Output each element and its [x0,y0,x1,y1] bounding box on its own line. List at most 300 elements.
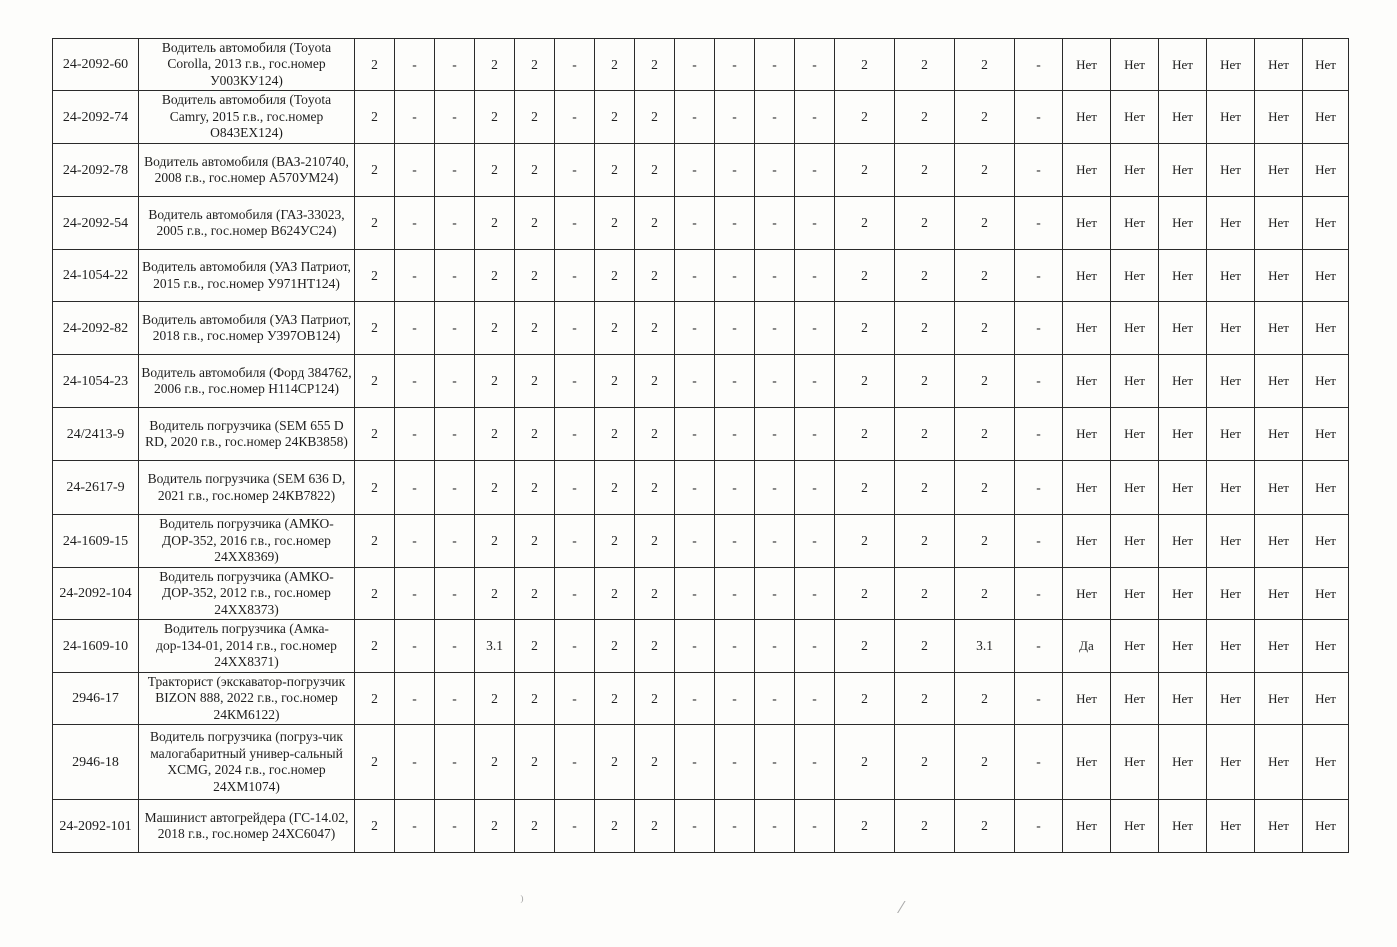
workplace-code-cell: 24-2617-9 [53,461,139,515]
yes-no-cell: Нет [1207,355,1255,408]
class-value-cell: 2 [515,355,555,408]
class-value-cell: 2 [955,725,1015,800]
yes-no-cell: Нет [1063,408,1111,461]
table-row [53,302,1349,355]
class-value-cell: 2 [595,568,635,620]
yes-no-cell: Нет [1255,302,1303,355]
class-value-cell: 2 [835,355,895,408]
class-value-cell: - [395,39,435,91]
yes-no-cell: Нет [1303,620,1349,673]
class-value-cell: - [795,250,835,302]
class-value-cell: - [555,515,595,568]
yes-no-cell: Нет [1159,39,1207,91]
yes-no-cell: Нет [1207,800,1255,853]
yes-no-cell: Нет [1207,302,1255,355]
yes-no-cell: Нет [1303,461,1349,515]
class-value-cell: 2 [355,515,395,568]
class-value-cell: - [395,568,435,620]
class-value-cell: - [435,355,475,408]
table-row [53,515,1349,568]
class-value-cell: 2 [895,515,955,568]
yes-no-cell: Нет [1159,800,1207,853]
class-value-cell: 2 [355,39,395,91]
class-value-cell: - [395,461,435,515]
class-value-cell: 2 [515,673,555,725]
position-cell: Машинист автогрейдера (ГС-14.02, 2018 г.в., гос.номер 24ХС6047) [139,800,355,853]
class-value-cell: 2 [955,568,1015,620]
table-row [53,91,1349,144]
class-value-cell: 2 [955,673,1015,725]
yes-no-cell: Нет [1255,673,1303,725]
yes-no-cell: Нет [1303,515,1349,568]
class-value-cell: - [435,568,475,620]
class-value-cell: - [395,408,435,461]
class-value-cell: 3.1 [955,620,1015,673]
class-value-cell: 2 [355,568,395,620]
yes-no-cell: Нет [1159,461,1207,515]
yes-no-cell: Нет [1159,144,1207,197]
yes-no-cell: Нет [1063,568,1111,620]
yes-no-cell: Да [1063,620,1111,673]
class-value-cell: 2 [635,355,675,408]
class-value-cell: - [395,800,435,853]
class-value-cell: 2 [515,620,555,673]
table-row [53,197,1349,250]
yes-no-cell: Нет [1207,461,1255,515]
class-value-cell: - [1015,568,1063,620]
workplace-code-cell: 24-2092-101 [53,800,139,853]
class-value-cell: 2 [595,515,635,568]
yes-no-cell: Нет [1207,725,1255,800]
yes-no-cell: Нет [1255,144,1303,197]
class-value-cell: 2 [475,515,515,568]
class-value-cell: 2 [595,408,635,461]
class-value-cell: 2 [955,39,1015,91]
class-value-cell: - [715,250,755,302]
workplace-code-cell: 24-2092-104 [53,568,139,620]
class-value-cell: 2 [475,461,515,515]
yes-no-cell: Нет [1159,91,1207,144]
class-value-cell: 2 [475,568,515,620]
class-value-cell: 2 [955,800,1015,853]
class-value-cell: - [1015,197,1063,250]
class-value-cell: 2 [895,725,955,800]
class-value-cell: 2 [595,725,635,800]
class-value-cell: - [675,144,715,197]
yes-no-cell: Нет [1111,568,1159,620]
yes-no-cell: Нет [1255,39,1303,91]
yes-no-cell: Нет [1207,197,1255,250]
class-value-cell: - [715,39,755,91]
class-value-cell: 2 [835,197,895,250]
class-value-cell: - [755,461,795,515]
class-value-cell: - [1015,91,1063,144]
table-row [53,144,1349,197]
class-value-cell: - [795,515,835,568]
class-value-cell: 2 [355,91,395,144]
yes-no-cell: Нет [1303,197,1349,250]
table-row [53,39,1349,91]
class-value-cell: - [715,620,755,673]
class-value-cell: - [555,408,595,461]
class-value-cell: - [795,673,835,725]
class-value-cell: 2 [635,620,675,673]
class-value-cell: - [755,355,795,408]
class-value-cell: 2 [835,568,895,620]
yes-no-cell: Нет [1111,800,1159,853]
position-cell: Водитель погрузчика (погруз-чик малогабаритный универ-сальный XCMG, 2024 г.в., гос.номер 24ХМ1074) [139,725,355,800]
class-value-cell: 2 [595,355,635,408]
workplace-code-cell: 2946-18 [53,725,139,800]
class-value-cell: 2 [955,515,1015,568]
class-value-cell: - [435,250,475,302]
class-value-cell: 2 [835,144,895,197]
yes-no-cell: Нет [1303,91,1349,144]
class-value-cell: - [435,461,475,515]
table-row [53,250,1349,302]
class-value-cell: - [435,673,475,725]
yes-no-cell: Нет [1111,197,1159,250]
class-value-cell: - [1015,144,1063,197]
yes-no-cell: Нет [1303,355,1349,408]
yes-no-cell: Нет [1111,461,1159,515]
class-value-cell: - [715,515,755,568]
yes-no-cell: Нет [1111,620,1159,673]
class-value-cell: - [795,620,835,673]
workplace-code-cell: 24-2092-82 [53,302,139,355]
class-value-cell: - [555,800,595,853]
yes-no-cell: Нет [1063,144,1111,197]
yes-no-cell: Нет [1159,515,1207,568]
class-value-cell: 2 [955,461,1015,515]
class-value-cell: 2 [595,250,635,302]
class-value-cell: 2 [895,39,955,91]
class-value-cell: 2 [835,408,895,461]
class-value-cell: - [795,91,835,144]
class-value-cell: - [395,620,435,673]
class-value-cell: 2 [595,800,635,853]
class-value-cell: 2 [475,355,515,408]
yes-no-cell: Нет [1255,250,1303,302]
workplace-code-cell: 24-2092-60 [53,39,139,91]
class-value-cell: - [715,197,755,250]
class-value-cell: 2 [955,302,1015,355]
table-row [53,408,1349,461]
class-value-cell: - [395,673,435,725]
class-value-cell: - [795,800,835,853]
class-value-cell: 2 [895,620,955,673]
yes-no-cell: Нет [1207,568,1255,620]
class-value-cell: 2 [515,39,555,91]
class-value-cell: - [715,144,755,197]
class-value-cell: - [1015,302,1063,355]
position-cell: Водитель автомобиля (УАЗ Патриот, 2018 г.в., гос.номер У397ОВ124) [139,302,355,355]
class-value-cell: 2 [595,91,635,144]
yes-no-cell: Нет [1207,91,1255,144]
yes-no-cell: Нет [1111,355,1159,408]
class-value-cell: - [555,250,595,302]
class-value-cell: 2 [835,461,895,515]
class-value-cell: 2 [515,515,555,568]
class-value-cell: 2 [595,302,635,355]
class-value-cell: - [1015,620,1063,673]
class-value-cell: - [675,302,715,355]
class-value-cell: 2 [835,725,895,800]
class-value-cell: - [555,620,595,673]
class-value-cell: 2 [595,39,635,91]
class-value-cell: - [755,620,795,673]
yes-no-cell: Нет [1063,800,1111,853]
class-value-cell: 2 [355,302,395,355]
class-value-cell: 2 [835,800,895,853]
class-value-cell: 2 [835,39,895,91]
class-value-cell: 2 [635,91,675,144]
class-value-cell: - [795,39,835,91]
class-value-cell: 2 [635,250,675,302]
position-cell: Водитель автомобиля (ГАЗ-33023, 2005 г.в., гос.номер В624УС24) [139,197,355,250]
class-value-cell: 2 [595,461,635,515]
class-value-cell: - [795,197,835,250]
yes-no-cell: Нет [1303,302,1349,355]
class-value-cell: - [795,568,835,620]
class-value-cell: - [435,144,475,197]
class-value-cell: - [795,725,835,800]
yes-no-cell: Нет [1111,725,1159,800]
class-value-cell: 2 [355,355,395,408]
class-value-cell: 2 [635,408,675,461]
yes-no-cell: Нет [1111,91,1159,144]
class-value-cell: - [555,673,595,725]
class-value-cell: - [555,355,595,408]
class-value-cell: - [755,91,795,144]
class-value-cell: 2 [635,39,675,91]
workplace-code-cell: 24-1054-22 [53,250,139,302]
class-value-cell: - [675,408,715,461]
class-value-cell: - [675,800,715,853]
class-value-cell: - [795,144,835,197]
yes-no-cell: Нет [1255,197,1303,250]
table-row [53,725,1349,800]
yes-no-cell: Нет [1063,250,1111,302]
yes-no-cell: Нет [1159,302,1207,355]
class-value-cell: 2 [895,355,955,408]
class-value-cell: 2 [895,673,955,725]
class-value-cell: 2 [835,673,895,725]
yes-no-cell: Нет [1111,673,1159,725]
class-value-cell: 2 [475,144,515,197]
class-value-cell: - [675,673,715,725]
yes-no-cell: Нет [1255,515,1303,568]
class-value-cell: - [675,91,715,144]
yes-no-cell: Нет [1111,250,1159,302]
class-value-cell: - [1015,673,1063,725]
class-value-cell: 2 [355,673,395,725]
table-row [53,800,1349,853]
class-value-cell: - [555,568,595,620]
class-value-cell: - [675,725,715,800]
yes-no-cell: Нет [1255,355,1303,408]
class-value-cell: 2 [635,725,675,800]
class-value-cell: - [675,568,715,620]
workplace-code-cell: 24/2413-9 [53,408,139,461]
yes-no-cell: Нет [1111,302,1159,355]
yes-no-cell: Нет [1207,673,1255,725]
class-value-cell: - [1015,461,1063,515]
class-value-cell: 2 [955,91,1015,144]
position-cell: Водитель погрузчика (SEM 655 D RD, 2020 г.в., гос.номер 24КВ3858) [139,408,355,461]
class-value-cell: 2 [895,408,955,461]
class-value-cell: 2 [835,515,895,568]
yes-no-cell: Нет [1207,620,1255,673]
position-cell: Тракторист (экскаватор-погрузчик BIZON 888, 2022 г.в., гос.номер 24КМ6122) [139,673,355,725]
workplace-code-cell: 24-1054-23 [53,355,139,408]
class-value-cell: 2 [835,250,895,302]
class-value-cell: - [715,408,755,461]
class-value-cell: 2 [635,800,675,853]
yes-no-cell: Нет [1063,39,1111,91]
class-value-cell: 2 [635,568,675,620]
class-value-cell: 2 [955,408,1015,461]
class-value-cell: 2 [515,302,555,355]
class-value-cell: - [395,250,435,302]
class-value-cell: - [435,620,475,673]
position-cell: Водитель автомобиля (УАЗ Патриот, 2015 г.в., гос.номер У971НТ124) [139,250,355,302]
class-value-cell: - [435,515,475,568]
class-value-cell: 3.1 [475,620,515,673]
class-value-cell: - [675,355,715,408]
class-value-cell: - [555,725,595,800]
class-value-cell: - [675,515,715,568]
class-value-cell: 2 [355,197,395,250]
yes-no-cell: Нет [1063,355,1111,408]
yes-no-cell: Нет [1255,408,1303,461]
class-value-cell: 2 [895,461,955,515]
class-value-cell: - [395,302,435,355]
class-value-cell: - [435,302,475,355]
class-value-cell: - [795,461,835,515]
class-value-cell: - [755,197,795,250]
yes-no-cell: Нет [1159,725,1207,800]
class-value-cell: 2 [635,302,675,355]
class-value-cell: 2 [635,673,675,725]
yes-no-cell: Нет [1159,408,1207,461]
yes-no-cell: Нет [1159,355,1207,408]
workplace-code-cell: 24-1609-10 [53,620,139,673]
class-value-cell: - [395,197,435,250]
class-value-cell: 2 [515,144,555,197]
yes-no-cell: Нет [1255,725,1303,800]
class-value-cell: - [1015,800,1063,853]
class-value-cell: 2 [635,197,675,250]
yes-no-cell: Нет [1111,144,1159,197]
class-value-cell: 2 [895,91,955,144]
yes-no-cell: Нет [1207,408,1255,461]
position-cell: Водитель автомобиля (ВАЗ-210740, 2008 г.в., гос.номер А570УМ24) [139,144,355,197]
class-value-cell: - [755,144,795,197]
position-cell: Водитель погрузчика (SEM 636 D, 2021 г.в., гос.номер 24КВ7822) [139,461,355,515]
yes-no-cell: Нет [1063,302,1111,355]
workplace-code-cell: 24-2092-74 [53,91,139,144]
class-value-cell: 2 [355,144,395,197]
position-cell: Водитель погрузчика (АМКО-ДОР-352, 2016 г.в., гос.номер 24ХХ8369) [139,515,355,568]
table-row [53,568,1349,620]
class-value-cell: - [675,39,715,91]
class-value-cell: - [555,302,595,355]
table-row [53,620,1349,673]
class-value-cell: 2 [895,250,955,302]
class-value-cell: - [1015,515,1063,568]
workplace-code-cell: 24-2092-54 [53,197,139,250]
yes-no-cell: Нет [1159,250,1207,302]
class-value-cell: 2 [955,197,1015,250]
yes-no-cell: Нет [1207,250,1255,302]
class-value-cell: - [435,197,475,250]
workplace-code-cell: 24-1609-15 [53,515,139,568]
yes-no-cell: Нет [1207,515,1255,568]
class-value-cell: - [755,515,795,568]
class-value-cell: 2 [635,461,675,515]
class-value-cell: 2 [955,250,1015,302]
class-value-cell: 2 [595,144,635,197]
table-row [53,673,1349,725]
class-value-cell: 2 [595,673,635,725]
class-value-cell: - [555,39,595,91]
yes-no-cell: Нет [1303,408,1349,461]
scan-mark: ⁄ [900,898,903,917]
class-value-cell: 2 [515,800,555,853]
yes-no-cell: Нет [1111,515,1159,568]
class-value-cell: - [755,250,795,302]
yes-no-cell: Нет [1063,673,1111,725]
class-value-cell: - [715,673,755,725]
class-value-cell: 2 [835,620,895,673]
yes-no-cell: Нет [1111,39,1159,91]
class-value-cell: - [1015,725,1063,800]
class-value-cell: - [795,302,835,355]
class-value-cell: 2 [355,620,395,673]
yes-no-cell: Нет [1255,461,1303,515]
class-value-cell: 2 [475,673,515,725]
class-value-cell: - [755,408,795,461]
class-value-cell: - [395,725,435,800]
class-value-cell: - [395,91,435,144]
yes-no-cell: Нет [1255,91,1303,144]
yes-no-cell: Нет [1303,144,1349,197]
class-value-cell: 2 [475,250,515,302]
class-value-cell: - [1015,408,1063,461]
class-value-cell: - [1015,39,1063,91]
class-value-cell: - [715,91,755,144]
class-value-cell: 2 [955,355,1015,408]
class-value-cell: - [675,197,715,250]
class-value-cell: - [795,355,835,408]
position-cell: Водитель автомобиля (Форд 384762, 2006 г.в., гос.номер Н114СР124) [139,355,355,408]
class-value-cell: 2 [595,197,635,250]
class-value-cell: - [755,673,795,725]
class-value-cell: 2 [835,302,895,355]
class-value-cell: 2 [515,408,555,461]
yes-no-cell: Нет [1159,568,1207,620]
class-value-cell: 2 [475,91,515,144]
yes-no-cell: Нет [1303,800,1349,853]
yes-no-cell: Нет [1255,620,1303,673]
class-value-cell: - [675,250,715,302]
scan-mark: ⁾ [520,892,524,911]
table-row [53,461,1349,515]
position-cell: Водитель погрузчика (Амка-дор-134-01, 2014 г.в., гос.номер 24ХХ8371) [139,620,355,673]
class-value-cell: - [795,408,835,461]
yes-no-cell: Нет [1255,800,1303,853]
